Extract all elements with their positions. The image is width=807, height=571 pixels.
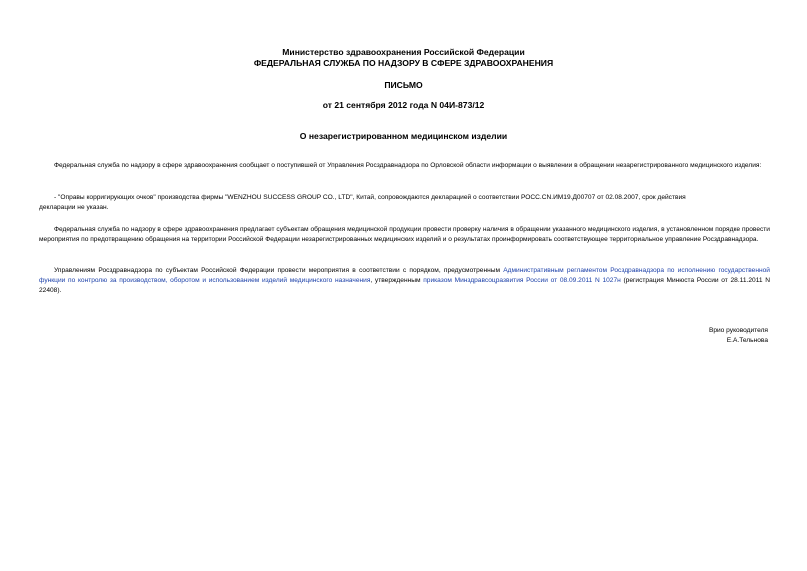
instructions-text-2: , утвержденным bbox=[370, 277, 424, 284]
signature-name: Е.А.Тельнова bbox=[726, 337, 768, 344]
paragraph-proposal: Федеральная служба по надзору в сфере здравоохранения предлагает субъектам обращения медицинской продукции провести проверку наличия в обращении указанного медицинского изделия, в установленном порядке провести мероприятия по предотвращению обращения на территории Российской Федерации незарегистрированных медицинских изделий и о результатах проинформировать соответствующее территориальное управление Росздравнадзора. bbox=[39, 226, 770, 243]
paragraph-device-details bbox=[39, 193, 772, 213]
paragraph-notice: Федеральная служба по надзору в сфере здравоохранения сообщает о поступившей от Управления Росздравнадзора по Орловской области информации о выявлении в обращении незарегистрированного медицинского изделия: bbox=[54, 162, 762, 169]
signature-title: Врио руководителя bbox=[708, 327, 768, 334]
document-date: от 21 сентября 2012 года N 04И-873/12 bbox=[322, 100, 485, 110]
paragraph-instructions bbox=[39, 266, 770, 296]
instructions-text-3: (регистрация Минюста России от 28.11.2011 N 22408). bbox=[39, 277, 770, 294]
ministry-name: Министерство здравоохранения Российской Федерации bbox=[282, 47, 525, 57]
device-details-line-1: - "Оправы корригирующих очков" производства фирмы "WENZHOU SUCCESS GROUP CO., LTD", Китай, сопровождаются декларацией о соответствии РОСС.CN.ИМ19.Д00707 от 02.08.2007, срок действия bbox=[54, 194, 686, 201]
link-administrative-regulation[interactable]: Административным регламентом Росздравнадзора по исполнению государственной функции по контролю за производством, оборотом и использованием изделий медицинского назначения bbox=[39, 267, 770, 284]
service-name: ФЕДЕРАЛЬНАЯ СЛУЖБА ПО НАДЗОРУ В СФЕРЕ ЗДРАВООХРАНЕНИЯ bbox=[253, 58, 554, 68]
device-details-line-2: декларации не указан. bbox=[39, 204, 109, 211]
instructions-text-1: Управлениям Росздравнадзора по субъектам Российской Федерации провести мероприятия в соответствии с порядком, предусмотренным bbox=[54, 267, 504, 274]
document-subject: О незарегистрированном медицинском изделии bbox=[299, 131, 508, 141]
document-type: ПИСЬМО bbox=[384, 80, 423, 90]
link-ministry-order[interactable]: приказом Минздравсоцразвития России от 08.09.2011 N 1027н bbox=[423, 277, 621, 284]
